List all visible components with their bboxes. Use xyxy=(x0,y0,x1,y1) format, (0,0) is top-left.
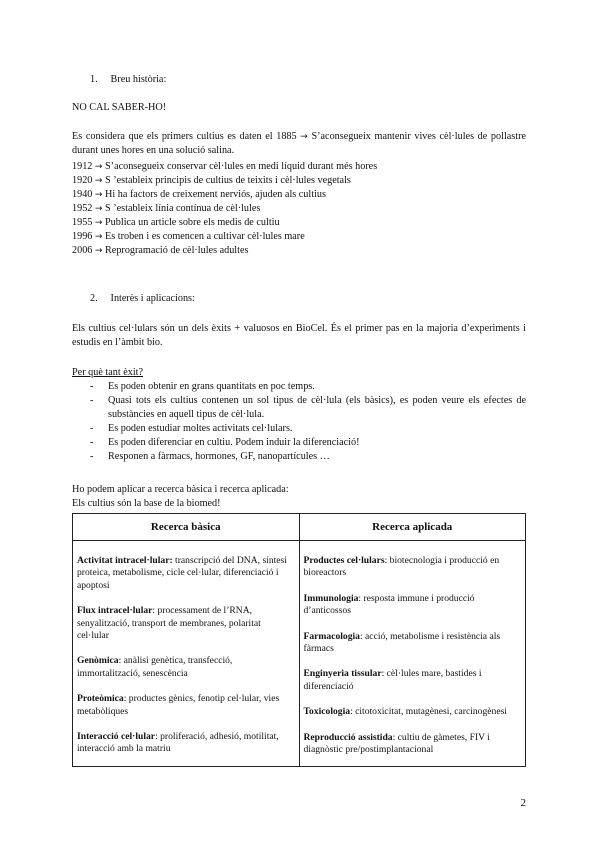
timeline-text: Es troben i es comencen a cultivar cèl·lules mare xyxy=(105,231,305,242)
basic-entry xyxy=(77,731,295,756)
timeline-item xyxy=(72,174,377,188)
entry-term: Proteòmica xyxy=(77,693,124,705)
timeline-item xyxy=(72,202,377,216)
basic-entry xyxy=(77,605,295,642)
entry-term: Interacció cel·lular xyxy=(77,731,156,743)
timeline-item xyxy=(72,216,377,230)
header-basic-research: Recerca bàsica xyxy=(73,514,300,541)
entry-description: : processament de l’RNA, senyalització, transport de membranes, polaritat cel·lular xyxy=(77,605,261,642)
timeline-text: S ’estableix principis de cultius de teixits i cèl·lules vegetals xyxy=(105,175,351,186)
timeline-text: S’aconsegueix conservar cèl·lules en medi líquid durant més hores xyxy=(105,161,378,172)
page-number: 2 xyxy=(520,797,526,809)
entry-description: : biotecnologia i producció en bioreactors xyxy=(303,555,500,579)
applied-entry xyxy=(304,631,522,656)
timeline-text: S ’estableix línia contínua de cèl·lules xyxy=(105,203,261,214)
entry-description: : resposta immune i producció d’anticossos xyxy=(303,592,475,617)
applied-research-cell xyxy=(299,541,526,767)
why-heading: Per què tant èxit? xyxy=(72,367,144,378)
entry-term: Immunologia xyxy=(303,592,359,604)
notice-text: NO CAL SABER-HO! xyxy=(72,102,167,113)
timeline-year: 1996 xyxy=(72,231,93,242)
section-1-heading xyxy=(90,73,166,87)
entry-term: Activitat intracel·lular: xyxy=(77,555,173,566)
arrow-icon: → xyxy=(94,162,103,172)
section-2-title: Interès i aplicacions: xyxy=(110,293,195,304)
entry-description: transcripció del DNA, síntesi proteica, metabolisme, cicle cel·lular, diferenciació i apoptosi xyxy=(77,555,287,591)
timeline-item xyxy=(72,244,377,258)
entry-description: : proliferació, adhesió, motilitat, interacció amb la matriu xyxy=(77,731,279,755)
research-table xyxy=(72,513,526,767)
header-applied-research: Recerca aplicada xyxy=(299,514,526,541)
entry-description: : acció, metabolisme i resistència als fàrmacs xyxy=(303,630,501,655)
timeline-year: 1955 xyxy=(72,217,93,228)
list-item: - Es poden obtenir en grans quantitats en poc temps. xyxy=(90,380,526,394)
entry-description: : cultiu de gàmetes, FIV i diagnòstic pre/postimplantacional xyxy=(303,731,490,756)
arrow-icon: → xyxy=(94,246,103,256)
apply-line-1: Ho podem aplicar a recerca bàsica i recerca aplicada: xyxy=(72,484,289,495)
applied-entry xyxy=(304,668,522,693)
timeline-year: 1940 xyxy=(72,189,93,200)
timeline-text: Hi ha factors de creixement nerviós, ajuden als cultius xyxy=(105,189,326,200)
entry-term: Genòmica xyxy=(77,655,119,667)
apply-line-2: Els cultius són la base de la biomed! xyxy=(72,498,221,509)
arrow-icon: → xyxy=(94,176,103,186)
success-reasons-list xyxy=(90,380,526,464)
arrow-icon: → xyxy=(94,204,103,214)
list-item: - Quasi tots els cultius contenen un sol tipus de cèl·lula (els bàsics), es poden veure els efectes de substàncies en aquell tipus de cèl·lula. xyxy=(90,394,526,422)
applied-entry xyxy=(304,555,522,580)
entry-term: Productes cel·lulars xyxy=(303,555,385,566)
basic-entry xyxy=(77,555,295,592)
entry-term: Enginyeria tissular xyxy=(303,668,382,680)
entry-term: Flux intracel·lular xyxy=(77,605,153,617)
section-1-number: 1. xyxy=(90,74,98,85)
list-item: - Es poden diferenciar en cultiu. Podem induir la diferenciació! xyxy=(90,436,526,450)
entry-term: Toxicologia xyxy=(303,706,351,718)
entry-description: : productes gènics, fenotip cel·lular, vies metabòliques xyxy=(77,693,280,717)
timeline-year: 1912 xyxy=(72,161,93,172)
arrow-icon: → xyxy=(94,232,103,242)
history-intro-end: S’aconsegueix mantenir vives cèl·lules de pollastre durant unes hores en una solució salina. xyxy=(72,131,527,156)
section-1-title: Breu història: xyxy=(110,74,167,85)
history-timeline xyxy=(72,160,377,258)
arrow-icon: → xyxy=(94,190,103,200)
list-item: - Responen a fàrmacs, hormones, GF, nanopartícules … xyxy=(90,450,526,464)
applied-entry xyxy=(304,593,522,618)
basic-entry xyxy=(77,655,295,680)
entry-term: Farmacologia xyxy=(303,630,360,642)
timeline-item xyxy=(72,230,377,244)
applied-entry xyxy=(304,732,522,757)
basic-entry xyxy=(77,693,295,718)
arrow-icon: → xyxy=(94,218,103,228)
timeline-year: 1920 xyxy=(72,175,93,186)
entry-description: : anàlisi genètica, transfecció, immortalització, senescència xyxy=(77,655,233,679)
timeline-item xyxy=(72,188,377,202)
entry-description: : cèl·lules mare, bastides i diferenciació xyxy=(303,668,482,692)
timeline-text: Reprogramació de cèl·lules adultes xyxy=(105,245,249,256)
history-intro xyxy=(72,130,526,158)
entry-description: : citotoxicitat, mutagènesi, carcinogènesi xyxy=(350,706,507,718)
section-2-heading xyxy=(90,292,195,306)
list-item: - Es poden estudiar moltes activitats cel·lulars. xyxy=(90,422,526,436)
entry-term: Reproducció assistida xyxy=(303,731,393,743)
timeline-year: 1952 xyxy=(72,203,93,214)
timeline-year: 2006 xyxy=(72,245,93,256)
section-2-number: 2. xyxy=(90,293,98,304)
arrow-icon: → xyxy=(300,132,308,142)
timeline-text: Publica un article sobre els medis de cultiu xyxy=(105,217,280,228)
basic-research-cell xyxy=(73,541,300,767)
interest-paragraph: Els cultius cel·lulars són un dels èxits + valuosos en BioCel. És el primer pas en la majoria d’experiments i estudis en l’àmbit bio. xyxy=(72,323,526,348)
timeline-item xyxy=(72,160,377,174)
history-intro-start: Es considera que els primers cultius es daten el 1885 xyxy=(72,131,297,142)
applied-entry xyxy=(304,706,522,718)
